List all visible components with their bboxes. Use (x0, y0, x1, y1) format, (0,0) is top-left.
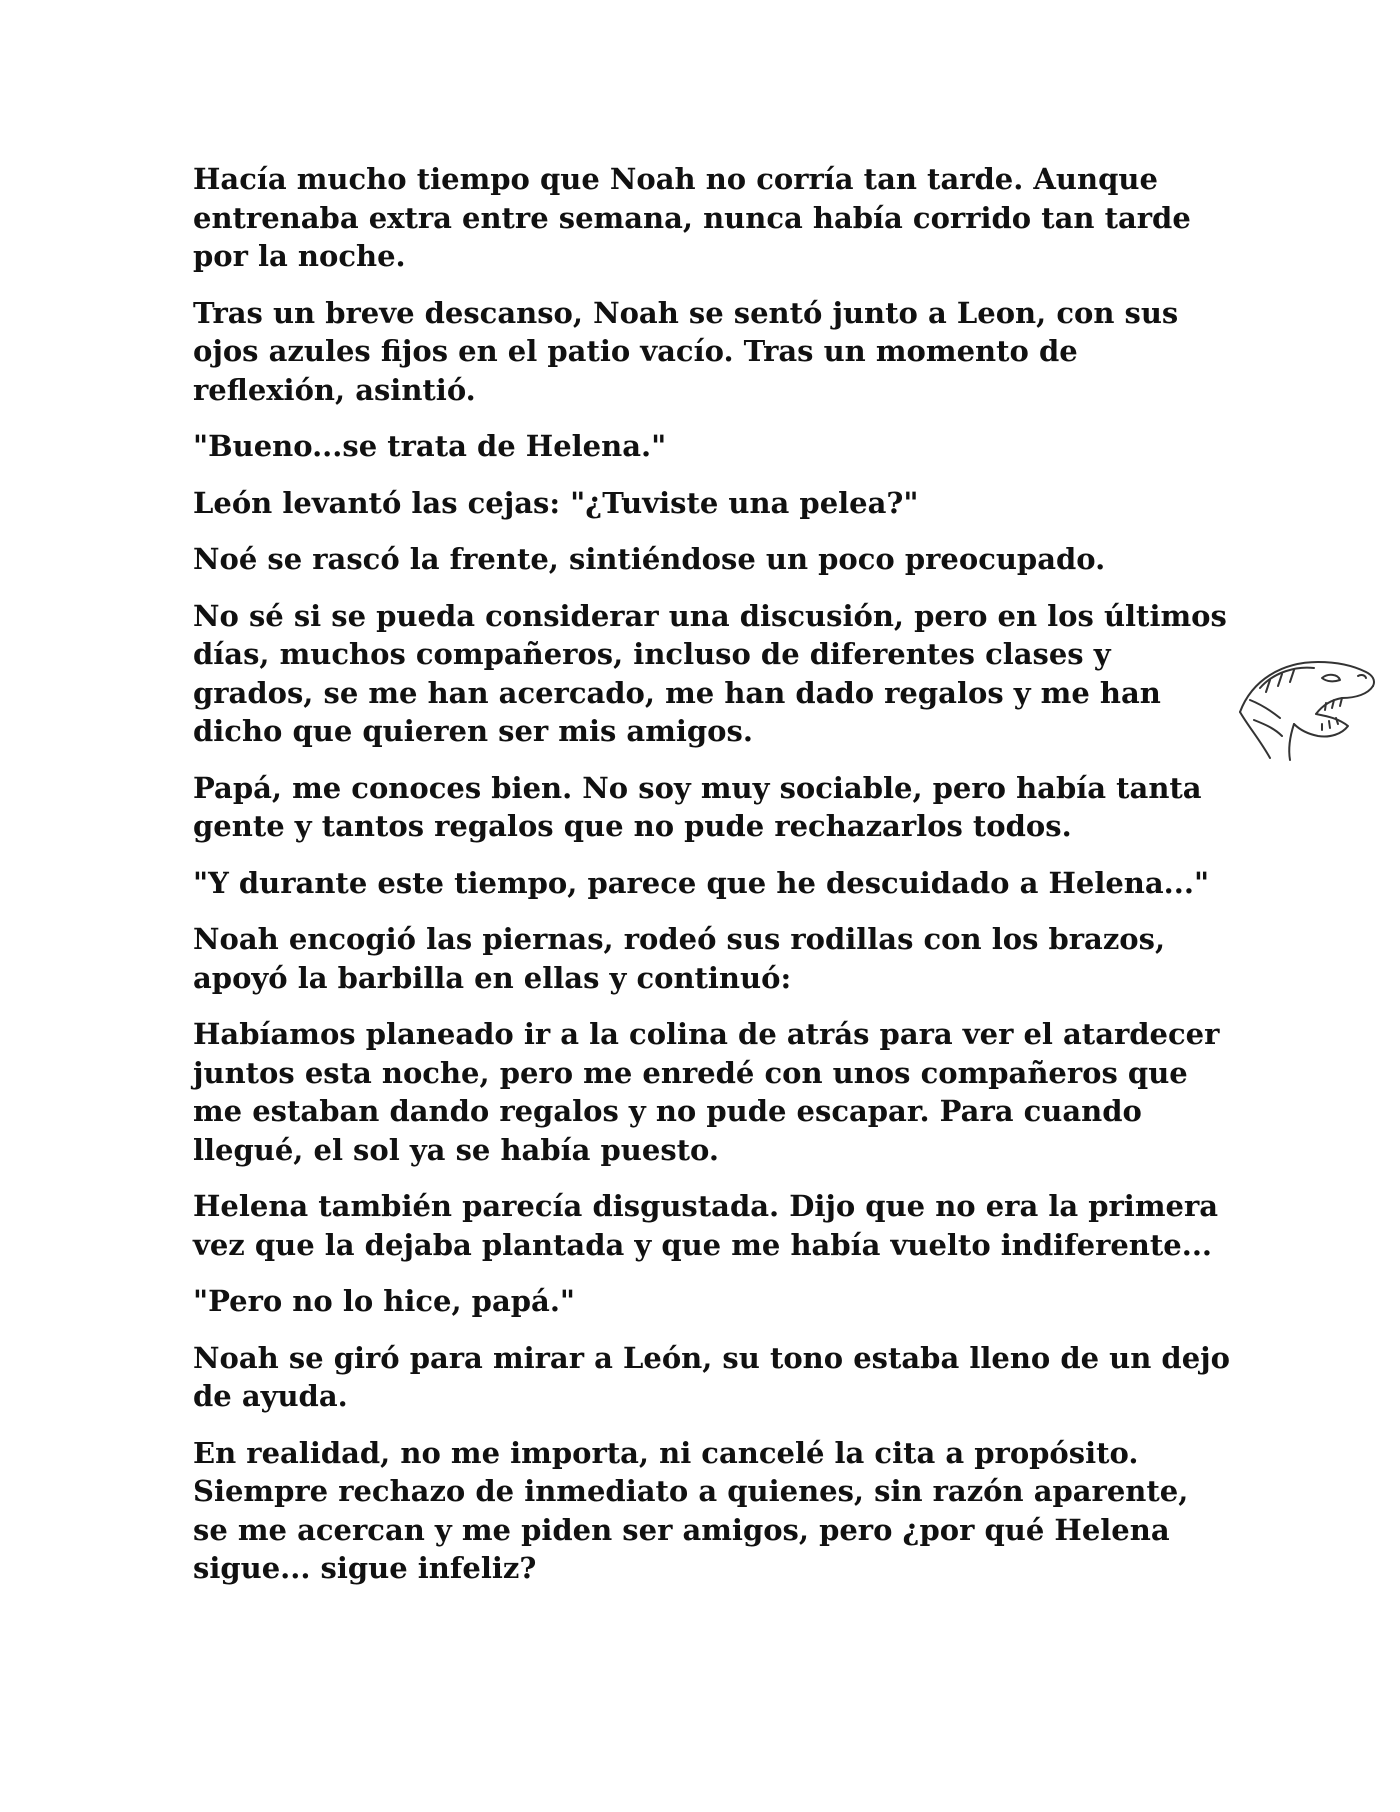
paragraph-1: Hacía mucho tiempo que Noah no corría tan tarde. Aunque entrenaba extra entre semana, nunca había corrido tan tarde por la noche. (193, 162, 1191, 273)
paragraph-9: Noah encogió las piernas, rodeó sus rodillas con los brazos, apoyó la barbilla en ellas y continuó: (193, 922, 1166, 995)
paragraph-7: Papá, me conoces bien. No soy muy sociable, pero había tanta gente y tantos regalos que no pude rechazarlos todos. (193, 770, 1202, 843)
paragraph-8: "Y durante este tiempo, parece que he descuidado a Helena..." (193, 865, 1210, 900)
paragraph-10: Habíamos planeado ir a la colina de atrás para ver el atardecer juntos esta noche, pero me enredé con unos compañeros que me estaban dando regalos y no pude escapar. Para cuando llegué, el sol ya se había puesto. (193, 1017, 1220, 1167)
paragraph-3: "Bueno...se trata de Helena." (193, 429, 667, 463)
paragraph-6: No sé si se pueda considerar una discusión, pero en los últimos días, muchos compañeros, incluso de diferentes clases y grados, se me han acercado, me han dado regalos y me han dicho que quieren ser mis amigos. (193, 598, 1227, 748)
paragraph-12: "Pero no lo hice, papá." (193, 1284, 576, 1318)
story-text (193, 160, 1233, 1606)
paragraph-2: Tras un breve descanso, Noah se sentó junto a Leon, con sus ojos azules fijos en el patio vacío. Tras un momento de reflexión, asintió. (193, 295, 1179, 407)
paragraph-11: Helena también parecía disgustada. Dijo que no era la primera vez que la dejaba plantada y que me había vuelto indiferente... (193, 1189, 1219, 1262)
dinosaur-sketch-icon (1230, 640, 1380, 765)
paragraph-4: León levantó las cejas: "¿Tuviste una pelea?" (193, 485, 919, 520)
paragraph-5: Noé se rascó la frente, sintiéndose un poco preocupado. (193, 542, 1106, 576)
paragraph-13: Noah se giró para mirar a León, su tono estaba lleno de un dejo de ayuda. (193, 1340, 1230, 1413)
paragraph-14: En realidad, no me importa, ni cancelé la cita a propósito. Siempre rechazo de inmediato a quienes, sin razón aparente, se me acercan y me piden ser amigos, pero ¿por qué Helena sigue... sigue infeliz? (193, 1435, 1189, 1585)
